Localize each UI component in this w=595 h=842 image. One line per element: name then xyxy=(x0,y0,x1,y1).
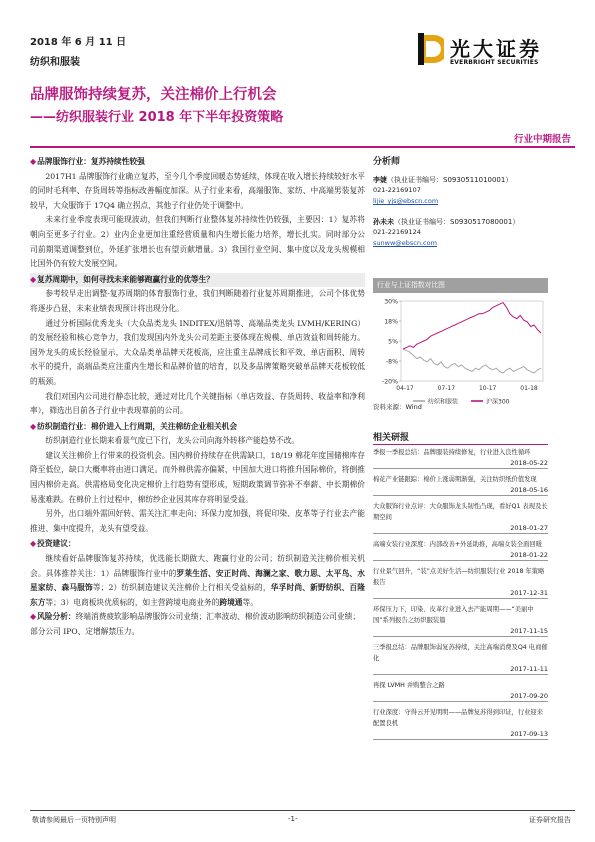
related-report-item[interactable] xyxy=(373,707,548,740)
header-rule xyxy=(30,146,575,148)
related-report-title: 高端女装行业深度：内部改善+外延助推，高端女装全面回暖 xyxy=(373,541,542,548)
section-rule xyxy=(373,444,548,445)
related-report-item[interactable] xyxy=(373,539,548,561)
analyst-email-link[interactable]: lijie_yjs@ebscn.com xyxy=(373,197,439,205)
related-report-title: 大众服饰行业点评：大众服饰龙头韧性凸现，看好Q1 表现及长期空间 xyxy=(373,503,548,521)
y-tick-label: -8% xyxy=(385,358,398,366)
sidebar xyxy=(373,154,548,794)
legend-label: 纺织和服装 xyxy=(428,398,459,406)
related-report-item[interactable] xyxy=(373,501,548,534)
x-tick-label: 04-17 xyxy=(396,385,414,392)
diamond-bullet-icon: ◆ xyxy=(30,157,37,166)
related-report-date: 2018-01-22 xyxy=(373,550,548,561)
y-tick-label: -20% xyxy=(382,378,398,386)
stock-picks: 跨境通 xyxy=(219,597,243,607)
related-reports-list xyxy=(373,447,548,745)
stock-picks: 华孚时尚、新野纺织、百隆东方 xyxy=(30,583,365,607)
brand-logo xyxy=(418,33,568,69)
related-report-item[interactable] xyxy=(373,642,548,675)
section-heading: ◆品牌服饰行业：复苏持续性较强 xyxy=(30,157,145,166)
related-report-item[interactable] xyxy=(373,566,548,599)
stock-picks: 罗莱生活、安正时尚、海澜之家、歌力思、太平鸟、水星家纺、森马服饰 xyxy=(30,568,365,593)
related-report-date: 2018-05-16 xyxy=(373,485,548,496)
related-report-title: 季报一季报总结：品牌服装持续修复，行业进入良性循环 xyxy=(373,449,531,456)
report-subtitle: ——纺织服装行业 2018 年下半年投资策略 xyxy=(30,110,284,125)
main-column xyxy=(30,154,365,794)
diamond-bullet-icon: ◆ xyxy=(30,612,37,622)
diamond-bullet-icon: ◆ xyxy=(30,274,37,284)
related-report-date: 2017-12-31 xyxy=(373,588,548,599)
section-heading: ◆投资建议： xyxy=(30,539,76,549)
everbright-logo-icon xyxy=(418,33,444,65)
related-report-title: 行业景气回升，“装”点美好生活—纺织服装行业 2018 年策略报告 xyxy=(373,568,545,586)
y-tick-label: 5% xyxy=(388,338,398,346)
paragraph: 我们对国内公司进行静态比较，通过对比几个关键指标（单店效益、存货周转、收益率和净利率），筛选出目前各子行业中表现靠前的公司。 xyxy=(30,391,365,416)
diamond-bullet-icon: ◆ xyxy=(30,539,37,549)
x-tick-label: 01-18 xyxy=(520,385,538,392)
related-report-item[interactable] xyxy=(373,604,548,637)
paragraph: 参考较早走出调整-复苏周期的体育服饰行业，我们判断随着行业复苏周期推进，公司个体优势将逐步凸显，未来业绩表现预计将出现分化。 xyxy=(30,289,365,313)
logo-text-cn: 光大证券 xyxy=(450,37,542,61)
y-tick-label: 30% xyxy=(384,298,398,306)
related-report-item[interactable] xyxy=(373,474,548,496)
report-type: 行业中期报告 xyxy=(513,134,571,145)
related-report-title: 环保压力下，印染、皮革行业进入去产能周期——“美丽中国”系列报告之纺织服装篇 xyxy=(373,606,534,624)
analyst-heading: 分析师 xyxy=(373,157,401,167)
analyst-email-link[interactable]: sunww@ebscn.com xyxy=(373,239,437,247)
related-report-date: 2017-11-15 xyxy=(373,626,548,637)
paragraph: 通过分析国际优秀龙头（大众品类龙头 INDITEX/迅销等、高端品类龙头 LVMH/KERING）的发展经验和核心竞争力，我们发现国内外龙头公司差距主要体现在规模、单店效益和周转能力。国外龙头的成长经验显示，大众品类单品牌天花板高，应注重主品牌成长和平效、单店面积、周转水平的提升，高端品类应注重内生增长和品牌价值的培育，以及多品牌策略突破单品牌天花板较低的瓶颈。 xyxy=(30,318,365,386)
paragraph: 未来行业季度表现可能现波动，但我们判断行业整体复苏持续性仍较强，主要因：1）复苏将朝向至更多子行业。2）业内企业更加注重经营质量和内生增长能力培养，增长扎实。同时部分公司前期渠道调整到位，外延扩张增长也有望贡献增量。3）我国行业空间、集中度以及龙头规模相比国外仍有较大发展空间。 xyxy=(30,215,365,269)
paragraph: 纺织制造行业长期来看景气度已下行，龙头公司向海外转移产能趋势不改。 xyxy=(45,436,300,446)
related-report-item[interactable] xyxy=(373,680,548,702)
related-report-date: 2017-11-11 xyxy=(373,664,548,675)
industry-label: 纺织和服装 xyxy=(30,57,80,68)
related-report-title: 三季报总结：品牌服饰弱复苏持续，关注高端消费及Q4 电商催化 xyxy=(373,644,548,662)
plot-frame xyxy=(401,301,543,381)
analyst-card: 孙未未（执业证书编号：S0930517080001） 021-22169124 sunww@ebscn.com xyxy=(373,217,548,249)
section-heading: ◆纺织制造行业：棉价进入上行周期，关注棉纺企业相关机会 xyxy=(30,421,238,431)
related-report-date: 2018-05-22 xyxy=(373,458,548,469)
related-report-date: 2017-09-20 xyxy=(373,691,548,702)
series-line xyxy=(403,349,541,373)
comparison-chart xyxy=(373,278,548,410)
footer-disclaimer: 敬请参阅最后一页特别声明 xyxy=(32,816,116,824)
section-heading: ◆复苏周期中，如何寻找未来能够跑赢行业的优等生？ xyxy=(30,273,365,288)
chart-source: 资料来源：Wind xyxy=(373,403,422,411)
related-report-title: 棉花产业链跟踪：棉价上涨弱期渐强，关注纺织纸价值发现 xyxy=(373,476,537,483)
related-report-title: 行业深度：守得云开见明明——品牌复苏得到印证，行业迎来配置良机 xyxy=(373,709,544,727)
paragraph: 建议关注棉价上行带来的投资机会。国内棉价持续存在供需缺口，18/19 棉花年度国储棉库存降至低位，缺口大概率将由进口满足。而外棉供需亦偏紧，中国加大进口将推升国际棉价，将倒推国内棉价走高。供需格局变化决定棉价上行趋势有望形成，短期政策调节弥补不奉薪、中长期棉价易涨难跌。在棉价上行过程中，棉纺纱企业因其库存将明显受益。 xyxy=(30,450,365,504)
paragraph: 另外，出口端外需回好转、需关注汇率走向；环保力度加强，将促印染、皮革等子行业去产能推进、集中度提升，龙头有望受益。 xyxy=(30,509,365,533)
x-tick-label: 07-17 xyxy=(437,385,456,392)
line-chart xyxy=(373,293,548,410)
risk-paragraph: ◆风险分析：终端消费疲软影响品牌服饰公司业绩；汇率波动、棉价波动影响纺织制造公司业绩；部分公司 IPO、定增解禁压力。 xyxy=(30,612,361,636)
footer-brand: 证券研究报告 xyxy=(529,816,571,824)
paragraph: 继续看好品牌服饰复苏持续，优选能长期做大、跑赢行业的公司；纺织制造关注棉价相关机会。具体推荐关注：1）品牌服饰行业中的罗莱生活、安正时尚、海澜之家、歌力思、太平鸟、水星家纺、森马服饰等；2）纺织制造建议关注棉价上行相关受益标的，华孚时尚、新野纺织、百隆东方等；3）电商板块优质标的，如主营跨境电商业务的跨境通等。 xyxy=(30,554,365,607)
report-date: 2018 年 6 月 11 日 xyxy=(30,37,127,48)
chart-title: 行业与上证指数对比图 xyxy=(373,278,548,293)
logo-text-en: EVERBRIGHT SECURITIES xyxy=(450,59,539,66)
related-report-title: 再探 LVMH 并购整合之路 xyxy=(373,682,445,689)
related-reports-heading: 相关研报 xyxy=(373,433,410,443)
footer-rule xyxy=(30,810,575,811)
diamond-bullet-icon: ◆ xyxy=(30,421,37,431)
page-number: -1- xyxy=(288,815,298,823)
legend-label: 沪深300 xyxy=(486,398,510,406)
analyst-card: 李婕（执业证书编号：S0930511010001） 021-22169107 lijie_yjs@ebscn.com xyxy=(373,175,548,207)
paragraph: 2017H1 品牌服饰行业确立复苏，至今几个季度回暖态势延续，体现在收入增长持续较好水平的同时毛利率、存货周转等指标改善幅度加深。从子行业来看，高端服饰、家纺、中高端男装复苏较早，大众服饰于 17Q4 确立拐点，其他子行业仍处于调整中。 xyxy=(30,171,365,210)
series-line xyxy=(403,303,541,349)
report-title: 品牌服饰持续复苏，关注棉价上行机会 xyxy=(30,87,277,103)
related-report-date: 2017-09-13 xyxy=(373,729,548,740)
y-tick-label: 18% xyxy=(384,318,398,326)
x-tick-label: 10-17 xyxy=(478,385,497,392)
related-report-date: 2018-01-27 xyxy=(373,523,548,534)
related-report-item[interactable] xyxy=(373,447,548,469)
